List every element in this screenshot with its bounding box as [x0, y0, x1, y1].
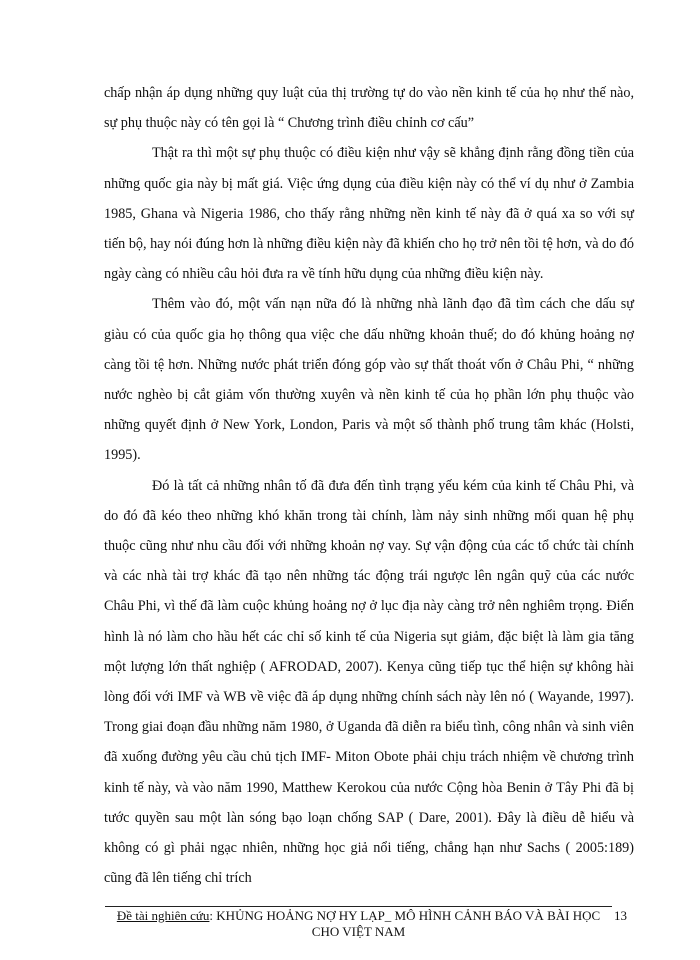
footer-separator: :: [209, 908, 214, 923]
paragraph-1: chấp nhận áp dụng những quy luật của thị trường tự do vào nền kinh tế của họ như thế nào, sự phụ thuộc này có tên gọi là “ Chương trình điều chỉnh cơ cấu”: [104, 85, 634, 132]
paragraph-3: Thêm vào đó, một vấn nạn nữa đó là những nhà lãnh đạo đã tìm cách che dấu sự giàu có của quốc gia họ thông qua việc che dấu những khoản thuế; do đó khủng hoảng nợ càng tồi tệ hơn. Những nước phát triển đóng góp vào sự thất thoát vốn ở Châu Phi, “ những nước nghèo bị cắt giảm vốn thường xuyên và nền kinh tế của họ phần lớn phụ thuộc vào những quyết định ở New York, London, Paris và một số thành phố trung tâm khác (Holsti, 1995).: [104, 296, 634, 464]
footer-label: Đề tài nghiên cứu: [116, 908, 210, 923]
paragraph-2: Thật ra thì một sự phụ thuộc có điều kiện như vậy sẽ khẳng định rằng đồng tiền của những quốc gia này bị mất giá. Việc ứng dụng của điều kiện này có thể ví dụ như ở Zambia 1985, Ghana và Nigeria 1986, cho thấy rằng những nền kinh tế này đã ở quá xa so với sự tiến bộ, hay nói đúng hơn là những điều kiện này đã khiến cho họ trở nên tồi tệ hơn, và do đó ngày càng có nhiều câu hỏi đưa ra về tính hữu dụng của những điều kiện này.: [104, 145, 634, 283]
page-number: 13: [614, 908, 627, 923]
footer-divider: [105, 906, 612, 907]
paragraph-4: Đó là tất cả những nhân tố đã đưa đến tình trạng yếu kém của kinh tế Châu Phi, và do đó đã kéo theo những khó khăn trong tài chính, làm nảy sinh những mối quan hệ phụ thuộc cũng như nhu cầu đối với những khoản nợ vay. Sự vận động của các tổ chức tài chính và các nhà tài trợ khác đã tạo nên những tác động trái ngược lên ngân quỹ của các nước Châu Phi, vì thế đã làm cuộc khủng hoảng nợ ở lục địa này càng trở nên nghiêm trọng. Điển hình là nó làm cho hầu hết các chỉ số kinh tế của Nigeria sụt giảm, đặc biệt là làm gia tăng một lượng lớn thất nghiệp ( AFRODAD, 2007). Kenya cũng tiếp tục thể hiện sự không hài lòng đối với IMF và WB về việc đã áp dụng những chính sách này lên nó ( Wayande, 1997). Trong giai đoạn đầu những năm 1980, ở Uganda đã diễn ra biểu tình, công nhân và sinh viên đã xuống đường yêu cầu chủ tịch IMF- Miton Obote phải chịu trách nhiệm về chương trình kinh tế này, và vào năm 1990, Matthew Kerokou của nước Cộng hòa Benin ở Tây Phi đã bị tước quyền sau một làn sóng bạo loạn chống SAP ( Dare, 2001). Đây là điều dễ hiểu và không có gì phải ngạc nhiên, những học giả nổi tiếng, chẳng hạn như Sachs ( 2005:189) cũng đã lên tiếng chỉ trích: [104, 477, 634, 887]
footer-title: [105, 908, 612, 940]
body-text: [104, 78, 634, 893]
footer-thesis-title: KHỦNG HOẢNG NỢ HY LẠP_ MÔ HÌNH CẢNH BÁO VÀ BÀI HỌC CHO VIỆT NAM: [213, 908, 601, 939]
